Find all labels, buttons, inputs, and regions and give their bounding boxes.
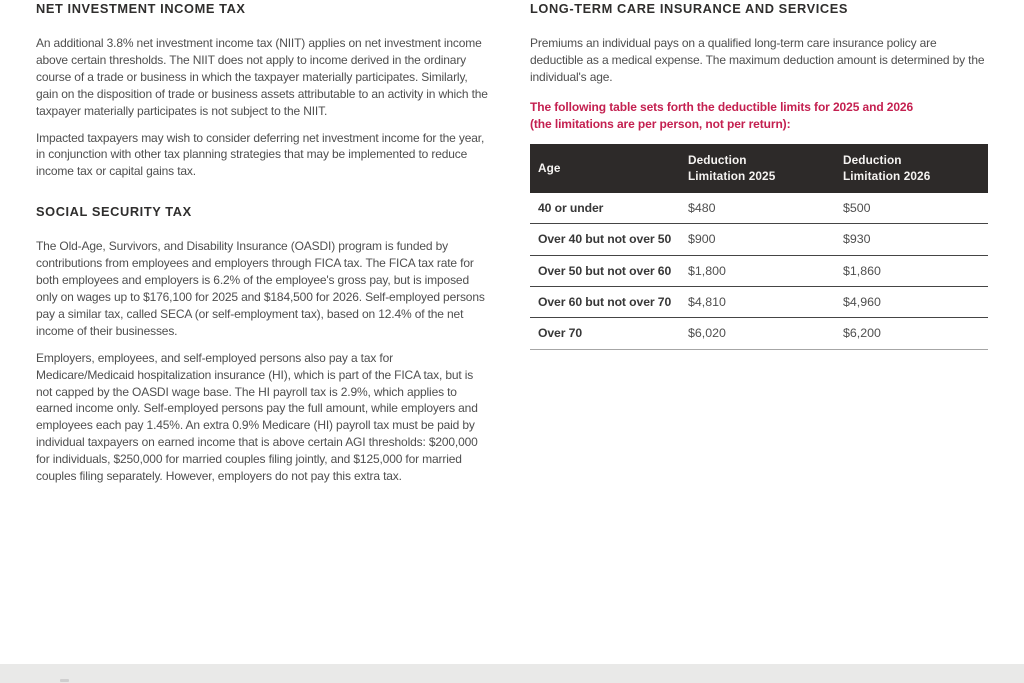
paragraph-niit-1: An additional 3.8% net investment income tax (NIIT) applies on net investment income above certain thresholds. The NIIT does not apply to income derived in the ordinary course of a trade or business in which the taxpayer materially participates. Similarly, gain on the disposition of trade or business assets attributable to an activity in which the taxpayer materially participates is not subject to the NIIT.	[36, 36, 488, 118]
callout-line-1: The following table sets forth the deductible limits for 2025 and 2026	[530, 99, 914, 114]
table-row	[530, 224, 988, 255]
table-header-age: Age	[538, 161, 561, 176]
table-header-deduction-2025: Deduction Limitation 2025	[688, 153, 776, 184]
cell-limit-2025: $900	[688, 232, 716, 247]
right-column	[530, 2, 988, 350]
cell-age: Over 50 but not over 60	[538, 263, 672, 278]
cell-limit-2025: $6,020	[688, 326, 726, 341]
paragraph-ltc-intro: Premiums an individual pays on a qualified long-term care insurance policy are deductible as a medical expense. The maximum deduction amount is determined by the individual's age.	[530, 36, 985, 84]
left-column	[36, 2, 492, 495]
table-header-row	[530, 144, 988, 193]
cell-limit-2026: $930	[843, 232, 871, 247]
cell-limit-2026: $500	[843, 200, 871, 215]
cell-limit-2026: $1,860	[843, 263, 881, 278]
paragraph-niit-2: Impacted taxpayers may wish to consider deferring net investment income for the year, in conjunction with other tax planning strategies that may be implemented to reduce income tax or capital gains tax.	[36, 130, 485, 179]
footer-bar	[0, 664, 1024, 683]
cell-age: 40 or under	[538, 200, 604, 215]
section-heading-long-term-care: LONG-TERM CARE INSURANCE AND SERVICES	[530, 1, 848, 16]
paragraph-medicare: Employers, employees, and self-employed persons also pay a tax for Medicare/Medicaid hospitalization insurance (HI), which is part of the FICA tax, but is not capped by the OASDI wage base. The HI payroll tax is 2.9%, which applies to earned income only. Self-employed persons pay the full amount, while employers and employees each pay 1.45%. An extra 0.9% Medicare (HI) payroll tax must be paid by individual taxpayers on earned income that is above certain AGI thresholds: $200,000 for individuals, $250,000 for married couples filing jointly, and $125,000 for married couples filing separately. However, employers do not pay this extra tax.	[36, 350, 478, 484]
footer-artifact	[60, 679, 69, 682]
section-heading-social-security-tax: SOCIAL SECURITY TAX	[36, 204, 192, 220]
paragraph-oasdi: The Old-Age, Survivors, and Disability Insurance (OASDI) program is funded by contributions from employees and employers through FICA tax. The FICA tax rate for both employees and employers is 6.2% of the employee's gross pay, but is imposed only on wages up to $176,100 for 2025 and $184,500 for 2026. Self-employed persons pay a similar tax, called SECA (or self-employment tax), based on 12.4% of the net income of their businesses.	[36, 239, 485, 338]
callout-line-2: (the limitations are per person, not per return):	[530, 116, 791, 131]
section-heading-net-investment-income-tax: NET INVESTMENT INCOME TAX	[36, 1, 246, 16]
table-row	[530, 287, 988, 318]
cell-limit-2026: $6,200	[843, 326, 881, 341]
cell-age: Over 40 but not over 50	[538, 232, 672, 247]
table-header-deduction-2026: Deduction Limitation 2026	[843, 153, 931, 184]
table-row	[530, 318, 988, 349]
cell-limit-2025: $480	[688, 200, 716, 215]
cell-age: Over 60 but not over 70	[538, 295, 672, 310]
deduction-limits-table	[530, 144, 988, 350]
table-row	[530, 256, 988, 287]
cell-limit-2025: $1,800	[688, 263, 726, 278]
table-row	[530, 193, 988, 224]
cell-limit-2025: $4,810	[688, 295, 726, 310]
cell-limit-2026: $4,960	[843, 295, 881, 310]
deductible-limits-callout	[530, 99, 988, 133]
cell-age: Over 70	[538, 326, 583, 341]
